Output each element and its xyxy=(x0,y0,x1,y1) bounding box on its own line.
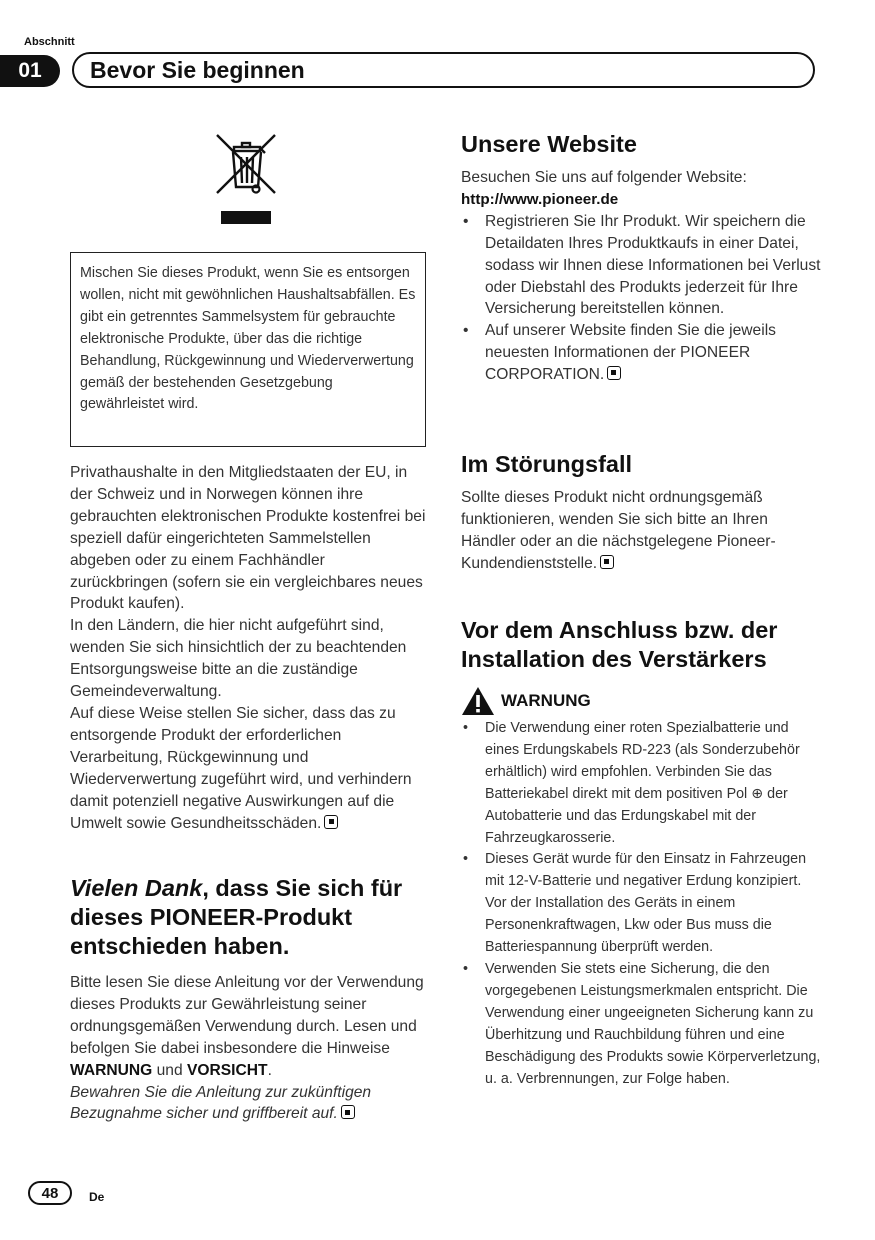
end-of-section-icon xyxy=(607,366,621,380)
thanks-section xyxy=(70,874,426,1125)
website-url[interactable]: http://www.pioneer.de xyxy=(461,190,619,208)
disposal-info xyxy=(70,462,426,834)
disposal-paragraph-2: In den Ländern, die hier nicht aufgeführt sind, wenden Sie sich hinsichtlich der zu beachtenden Entsorgungsweise bitte an die zuständige Gemeindeverwaltung. xyxy=(70,617,407,701)
warning-header xyxy=(461,686,821,716)
disposal-paragraph-1: Privathaushalte in den Mitgliedstaaten der EU, in der Schweiz und in Norwegen können ihre gebrauchten elektronischen Produkte kostenfrei bei speziell dafür eingerichteten Sammelstellen abgeben oder zu einem Fachhändler zurückbringen (sofern sie ein vergleichbares neues Produkt kaufen). xyxy=(70,464,426,613)
trouble-heading: Im Störungsfall xyxy=(461,451,633,477)
warning-triangle-icon xyxy=(461,686,495,716)
section-title: Bevor Sie beginnen xyxy=(72,52,815,88)
website-bullet-list xyxy=(461,211,821,386)
end-of-section-icon xyxy=(324,815,338,829)
install-section xyxy=(461,616,821,1090)
weee-crossed-bin-icon xyxy=(215,133,277,227)
disposal-notice-box: Mischen Sie dieses Produkt, wenn Sie es entsorgen wollen, nicht mit gewöhnlichen Haushaltsabfällen. Es gibt ein getrenntes Sammelsystem für gebrauchte elektronische Produkte, über das die richtige Behandlung, Rückgewinnung und Wiederverwertung gemäß der bestehenden Gesetzgebung gewährleistet wird. xyxy=(70,252,426,447)
website-heading: Unsere Website xyxy=(461,131,637,157)
page-number: 48 xyxy=(28,1181,72,1205)
install-heading: Vor dem Anschluss bzw. der Installation des Verstärkers xyxy=(461,617,778,672)
list-item: • Registrieren Sie Ihr Produkt. Wir speichern die Detaildaten Ihres Produktkaufs in einer Datei, sodass wir Ihnen diese Informationen bei Verlust oder Diebstahl des Produkts jederzeit für Ihre Versicherung bereitstellen können. xyxy=(461,211,821,321)
end-of-section-icon xyxy=(341,1105,355,1119)
warning-bullet-list xyxy=(461,718,821,1090)
thanks-heading: Vielen Dank, dass Sie sich für dieses PIONEER-Produkt entschieden haben. xyxy=(70,875,403,959)
disposal-paragraph-3: Auf diese Weise stellen Sie sicher, dass das zu entsorgende Produkt der erforderlichen Verarbeitung, Rückgewinnung und Wiederverwertung zugeführt wird, und verhindern damit potenziell negative Auswirkungen auf die Umwelt sowie Gesundheitsschäden. xyxy=(70,704,412,832)
list-item: • Verwenden Sie stets eine Sicherung, die den vorgegebenen Leistungsmerkmalen entspricht. Die Verwendung einer ungeeigneten Sicherung kann zu Überhitzung und Rauchbildung führen und eine Beschädigung des Produkts sowie Körperverletzung, u. a. Verbrennungen, zur Folge haben. xyxy=(461,959,821,1090)
website-intro: Besuchen Sie uns auf folgender Website: xyxy=(461,169,747,186)
language-code: De xyxy=(89,1190,105,1204)
thanks-text: Bitte lesen Sie diese Anleitung vor der Verwendung dieses Produkts zur Gewährleistung seiner ordnungsgemäßen Verwendung durch. Lesen und befolgen Sie dabei insbesondere die Hinweise WARNUNG und VORSICHT. Bewahren Sie die Anleitung zur zukünftigen Bezugnahme sicher und griffbereit auf. xyxy=(70,972,426,1125)
warning-label: WARNUNG xyxy=(501,691,591,710)
end-of-section-icon xyxy=(600,555,614,569)
website-section xyxy=(461,130,821,386)
thanks-italic-note: Bewahren Sie die Anleitung zur zukünftigen Bezugnahme sicher und griffbereit auf. xyxy=(70,1083,372,1123)
section-number-badge: 01 xyxy=(0,55,60,87)
section-label: Abschnitt xyxy=(24,36,75,48)
trouble-section xyxy=(461,450,821,575)
list-item: • Auf unserer Website finden Sie die jeweils neuesten Informationen der PIONEER CORPORATION. xyxy=(461,320,821,386)
list-item: • Dieses Gerät wurde für den Einsatz in Fahrzeugen mit 12-V-Batterie und negativer Erdung konzipiert. Vor der Installation des Geräts in einem Personenkraftwagen, Lkw oder Bus muss die Batteriespannung überprüft werden. xyxy=(461,849,821,959)
trouble-text: Sollte dieses Produkt nicht ordnungsgemäß funktionieren, wenden Sie sich bitte an Ihren Händler oder an die nächstgelegene Pioneer-Kundendienststelle. xyxy=(461,489,776,572)
list-item: • Die Verwendung einer roten Spezialbatterie und eines Erdungskabels RD-223 (als Sonderzubehör erhältlich) wird empfohlen. Verbinden Sie das Batteriekabel direkt mit dem positiven Pol ⊕ der Autobatterie und das Erdungskabel mit der Fahrzeugkarosserie. xyxy=(461,718,821,849)
